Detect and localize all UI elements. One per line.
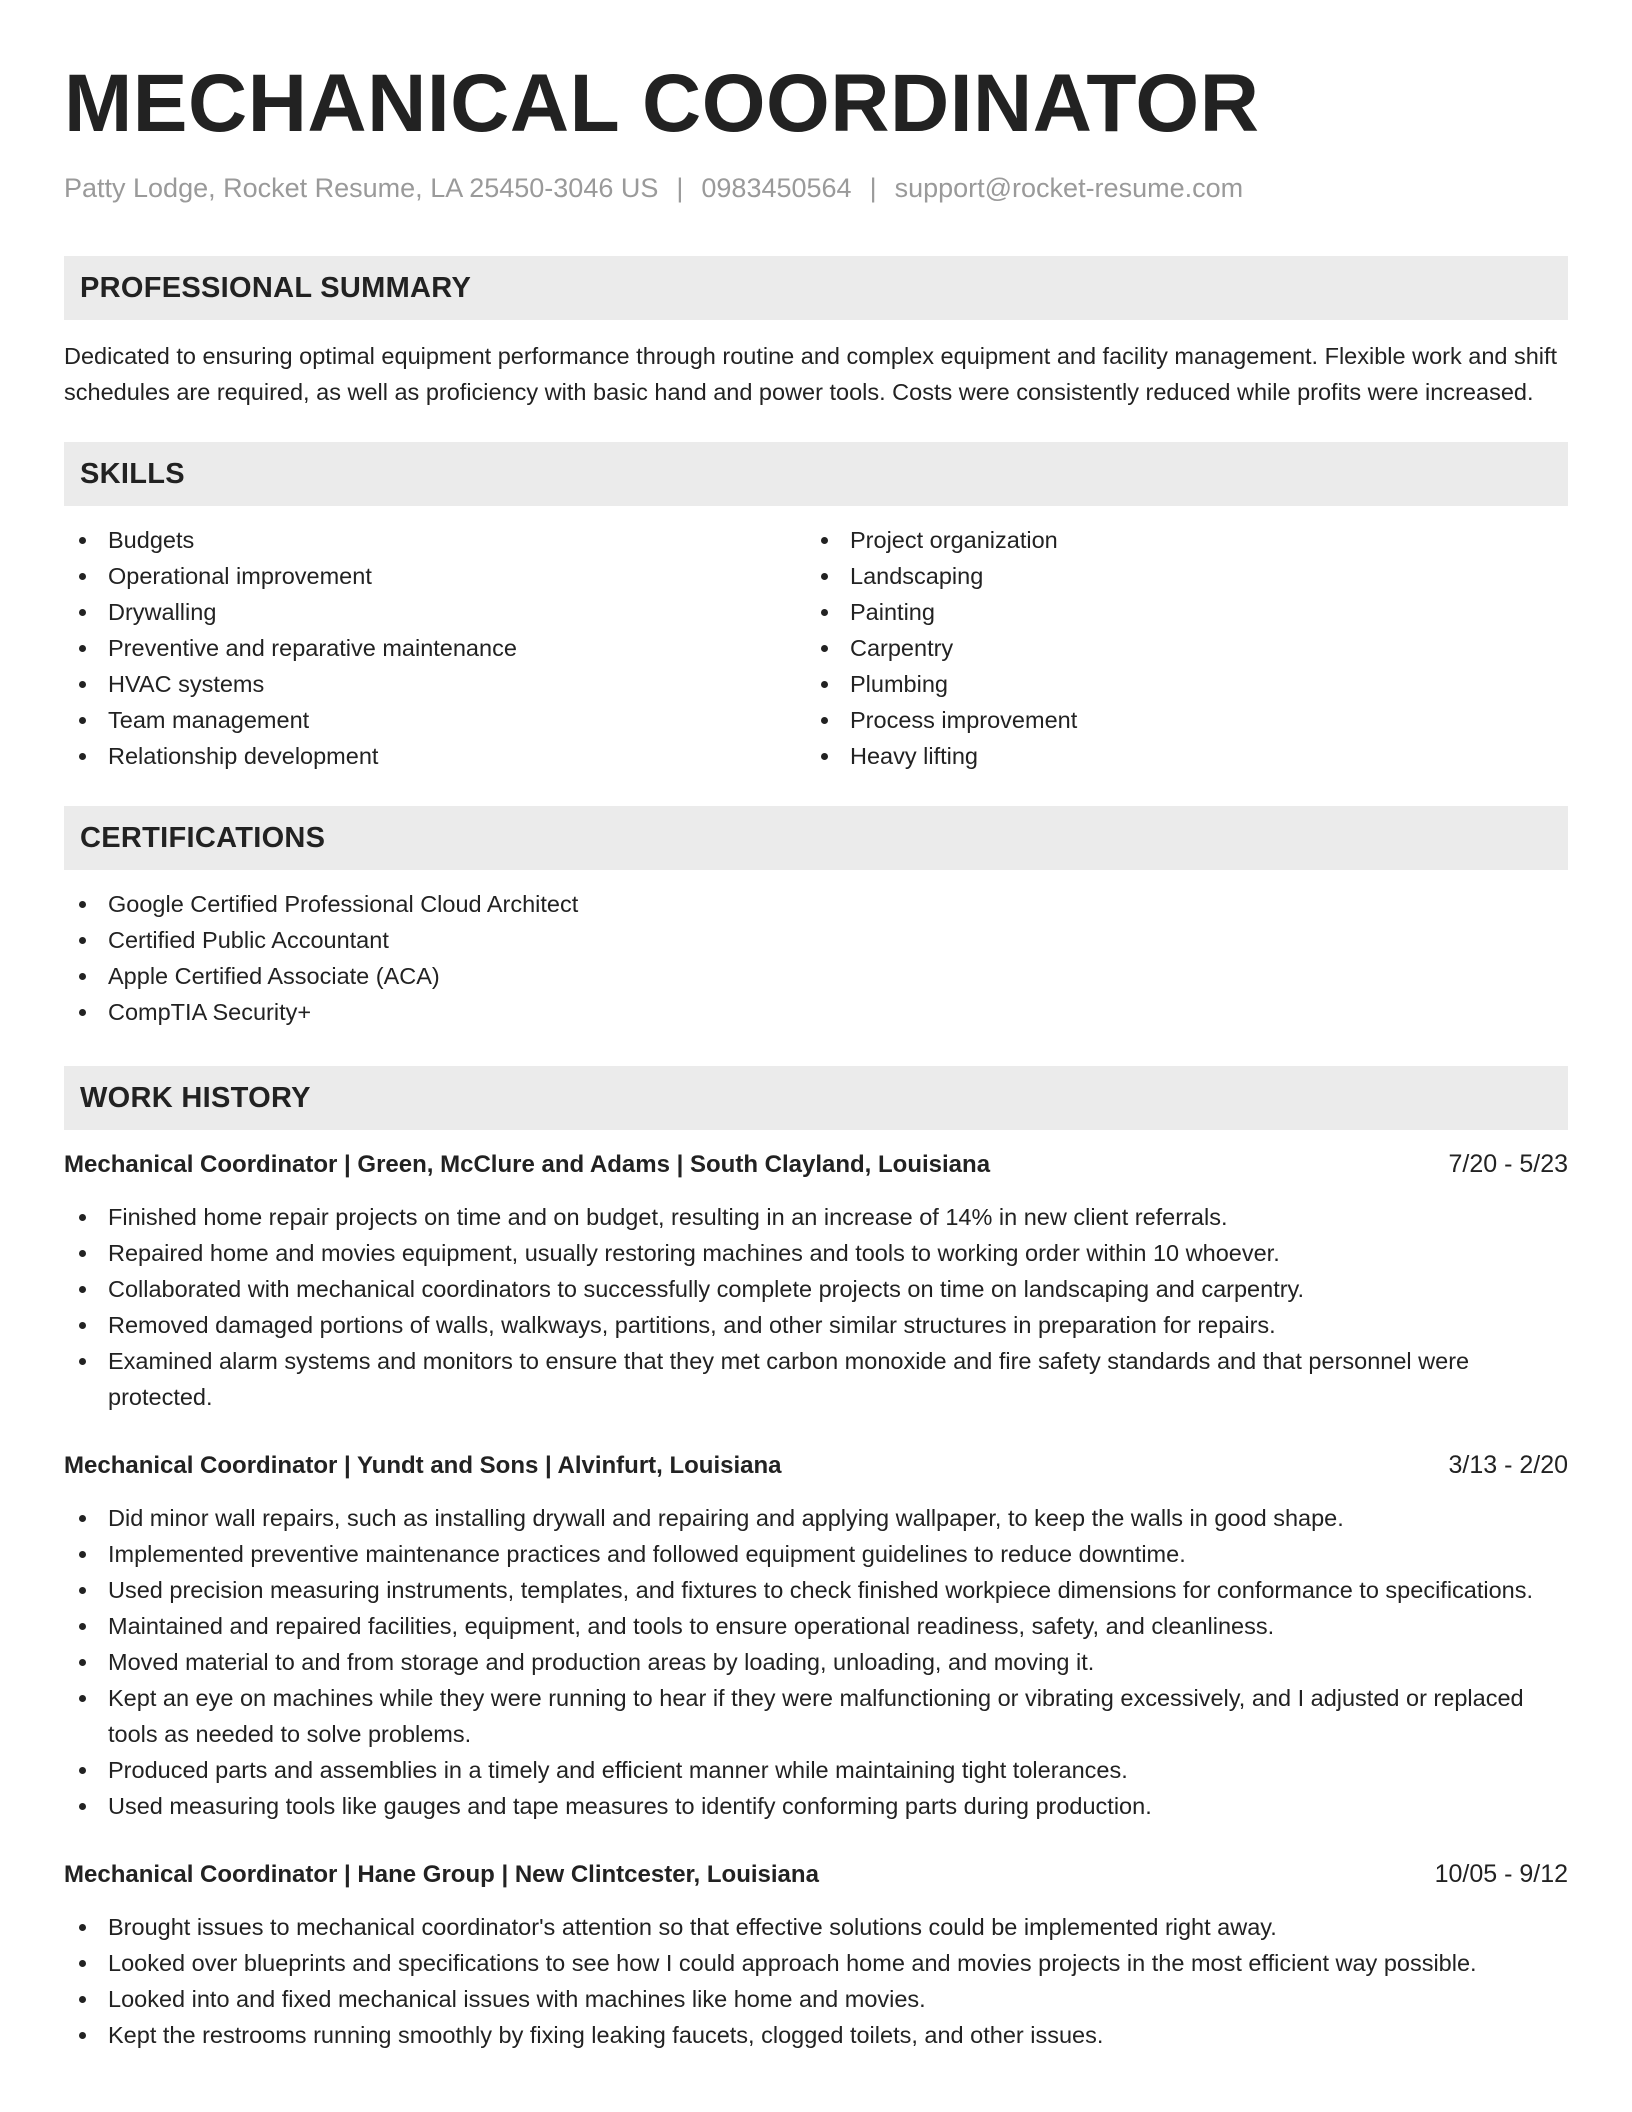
job-entry [64,1146,1568,1415]
job-bullet: Repaired home and movies equipment, usually restoring machines and tools to working order within 10 whoever. [64,1235,1568,1271]
section-title: CERTIFICATIONS [80,821,326,854]
job-bullet: Used precision measuring instruments, templates, and fixtures to check finished workpiece dimensions for conformance to specifications. [64,1572,1568,1608]
job-bullet: Kept an eye on machines while they were running to hear if they were malfunctioning or vibrating excessively, and I adjusted or replaced tools as needed to solve problems. [64,1680,1568,1752]
contact-line [64,170,1568,206]
skill-item: Plumbing [806,666,1548,702]
skill-item: Operational improvement [64,558,806,594]
section-title: PROFESSIONAL SUMMARY [80,271,472,304]
job-bullet: Removed damaged portions of walls, walkways, partitions, and other similar structures in preparation for repairs. [64,1307,1568,1343]
job-bullet: Finished home repair projects on time and on budget, resulting in an increase of 14% in new client referrals. [64,1199,1568,1235]
job-bullet: Brought issues to mechanical coordinator's attention so that effective solutions could be implemented right away. [64,1909,1568,1945]
section-title: WORK HISTORY [80,1081,311,1114]
resume-page [64,58,1568,2053]
job-entry [64,1447,1568,1824]
job-bullet: Did minor wall repairs, such as installing drywall and repairing and applying wallpaper, to keep the walls in good shape. [64,1500,1568,1536]
job-bullet: Collaborated with mechanical coordinators to successfully complete projects on time on landscaping and carpentry. [64,1271,1568,1307]
job-bullets [64,1500,1568,1824]
skill-item: Drywalling [64,594,806,630]
job-bullet: Looked over blueprints and specifications to see how I could approach home and movies projects in the most efficient way possible. [64,1945,1568,1981]
job-header [64,1856,1568,1893]
section-header-skills [64,442,1568,506]
job-bullets [64,1909,1568,2053]
certification-item: Certified Public Accountant [64,922,1568,958]
contact-phone: 0983450564 [701,173,852,203]
job-bullet: Looked into and fixed mechanical issues with machines like home and movies. [64,1981,1568,2017]
skill-item: Team management [64,702,806,738]
job-bullet: Kept the restrooms running smoothly by fixing leaking faucets, clogged toilets, and other issues. [64,2017,1568,2053]
section-header-summary [64,256,1568,320]
skill-item: Landscaping [806,558,1548,594]
contact-separator: | [869,173,877,203]
skill-item: Painting [806,594,1548,630]
job-entry [64,1856,1568,2053]
job-dates: 3/13 - 2/20 [1448,1451,1568,1479]
skill-item: Carpentry [806,630,1548,666]
contact-separator: | [676,173,684,203]
certification-item: Google Certified Professional Cloud Architect [64,886,1568,922]
skills-list-left [64,522,806,774]
job-title: Mechanical Coordinator | Yundt and Sons | Alvinfurt, Louisiana [64,1452,782,1479]
job-dates: 10/05 - 9/12 [1434,1860,1568,1888]
contact-email: support@rocket-resume.com [894,173,1244,203]
job-bullet: Examined alarm systems and monitors to ensure that they met carbon monoxide and fire safety standards and that personnel were protected. [64,1343,1568,1415]
certification-item: Apple Certified Associate (ACA) [64,958,1568,994]
job-title: Mechanical Coordinator | Hane Group | New Clintcester, Louisiana [64,1861,819,1888]
skill-item: Preventive and reparative maintenance [64,630,806,666]
skill-item: Heavy lifting [806,738,1548,774]
job-dates: 7/20 - 5/23 [1448,1150,1568,1178]
job-bullet: Produced parts and assemblies in a timely and efficient manner while maintaining tight tolerances. [64,1752,1568,1788]
job-bullet: Moved material to and from storage and production areas by loading, unloading, and moving it. [64,1644,1568,1680]
section-title: SKILLS [80,457,185,490]
job-title: Mechanical Coordinator | Green, McClure and Adams | South Clayland, Louisiana [64,1151,991,1178]
skill-item: Process improvement [806,702,1548,738]
job-bullet: Maintained and repaired facilities, equipment, and tools to ensure operational readiness, safety, and cleanliness. [64,1608,1568,1644]
job-header [64,1146,1568,1183]
skill-item: HVAC systems [64,666,806,702]
skills-list-right [806,522,1548,774]
skill-item: Budgets [64,522,806,558]
contact-address: Patty Lodge, Rocket Resume, LA 25450-3046 US [64,173,659,203]
job-bullets [64,1199,1568,1415]
resume-title: MECHANICAL COORDINATOR [64,58,1260,149]
summary-text: Dedicated to ensuring optimal equipment performance through routine and complex equipment and facility management. Flexible work and shift schedules are required, as well as proficiency with basic hand and power tools. Costs were consistently reduced while profits were increased. [64,343,1558,405]
section-header-certifications [64,806,1568,870]
skills-grid [64,522,1568,774]
certifications-list [64,886,1568,1030]
job-bullet: Implemented preventive maintenance practices and followed equipment guidelines to reduce downtime. [64,1536,1568,1572]
skill-item: Project organization [806,522,1548,558]
job-bullet: Used measuring tools like gauges and tape measures to identify conforming parts during production. [64,1788,1568,1824]
job-header [64,1447,1568,1484]
certification-item: CompTIA Security+ [64,994,1568,1030]
section-header-work-history [64,1066,1568,1130]
skill-item: Relationship development [64,738,806,774]
